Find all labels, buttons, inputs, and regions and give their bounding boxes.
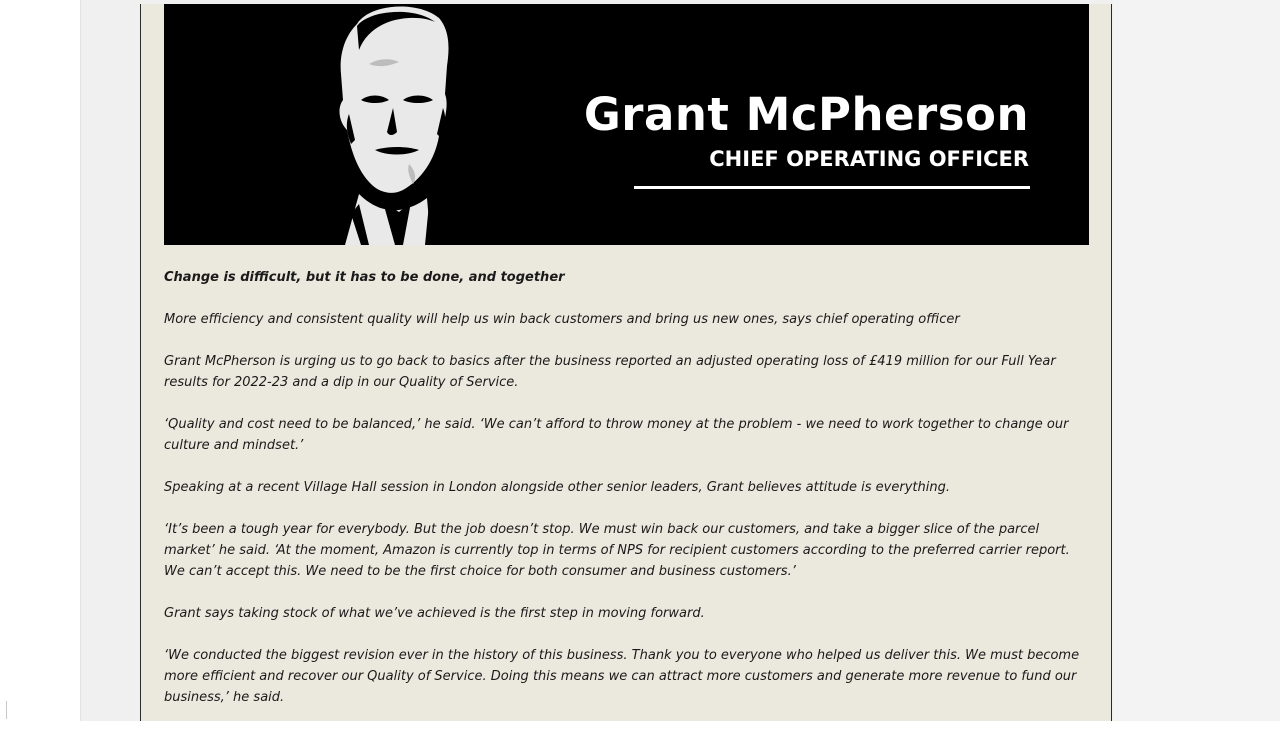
article-paragraph: Speaking at a recent Village Hall session in London alongside other senior leaders, Grant believes attitude is everything.: [164, 480, 950, 495]
banner-divider: [634, 186, 1030, 189]
article-standfirst: More efficiency and consistent quality will help us win back customers and bring us new ones, says chief operating officer: [164, 312, 960, 327]
banner-person-name: Grant McPherson: [583, 88, 1029, 141]
pane-resize-handle[interactable]: [0, 701, 7, 719]
article-paragraph: ‘We conducted the biggest revision ever in the history of this business. Thank you to everyone who helped us deliver this. We must become more efficient and recover our Quality of Service. Doing this means we can attract more customers and generate more revenue to fund our business,’ he said.: [164, 648, 1080, 705]
banner-job-title: CHIEF OPERATING OFFICER: [709, 147, 1029, 171]
email-message-body: [140, 4, 1112, 721]
article-paragraph: Grant says taking stock of what we’ve achieved is the first step in moving forward.: [164, 606, 705, 621]
profile-banner: [164, 4, 1089, 245]
article-headline: Change is difficult, but it has to be done, and together: [164, 270, 565, 285]
left-navigation-pane: [0, 0, 81, 721]
article-text: [164, 267, 1094, 729]
article-paragraph: ‘It’s been a tough year for everybody. But the job doesn’t stop. We must win back our customers, and take a bigger slice of the parcel market’ he said. ‘At the moment, Amazon is currently top in terms of NPS for recipient customers according to the preferred carrier report. We can’t accept this. We need to be the first choice for both consumer and business customers.’: [164, 522, 1070, 579]
portrait-image: [299, 4, 479, 245]
article-paragraph: Grant McPherson is urging us to go back to basics after the business reported an adjusted operating loss of £419 million for our Full Year results for 2022-23 and a dip in our Quality of Service.: [164, 354, 1056, 390]
right-side-pane: [1113, 0, 1280, 721]
article-paragraph: ‘Quality and cost need to be balanced,’ he said. ‘We can’t afford to throw money at the problem - we need to work together to change our culture and mindset.’: [164, 417, 1069, 453]
